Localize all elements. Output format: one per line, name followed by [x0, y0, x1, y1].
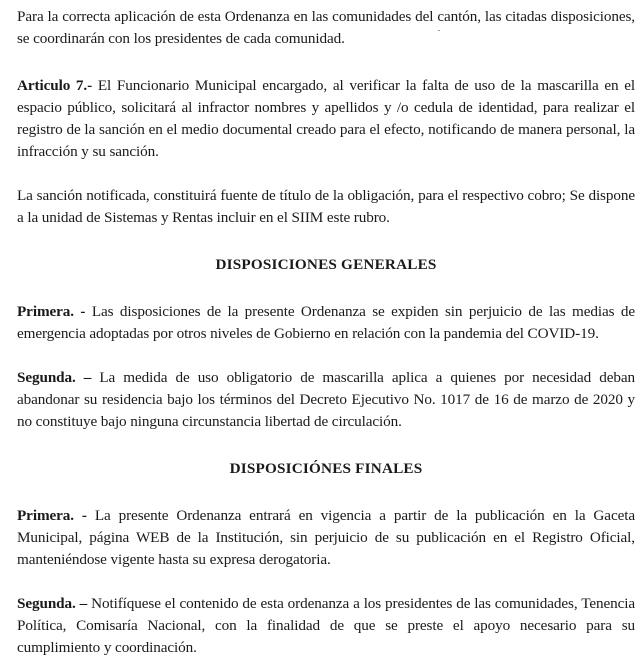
finales-primera-lead: Primera. -: [17, 507, 87, 524]
generales-segunda-text: La medida de uso obligatorio de mascarilla aplica a quienes por necesidad deban abandonar su residencia bajo los términos del Decreto Ejecutivo No. 1017 de 16 de marzo de 2020 y no constituye bajo ninguna circunstancia libertad de circulación.: [17, 369, 636, 430]
generales-primera-lead: Primera. -: [17, 303, 86, 320]
sancion-paragraph: La sanción notificada, constituirá fuente de título de la obligación, para el respectivo cobro; Se dispone a la unidad de Sistemas y Rentas incluir en el SIIM este rubro.: [17, 187, 635, 226]
article-7-lead: Articulo 7.-: [17, 77, 93, 94]
heading-disposiciones-finales: DISPOSICIÓNES FINALES: [229, 460, 423, 477]
scan-speck: [438, 30, 440, 31]
finales-segunda-text: Notifíquese el contenido de esta ordenanza a los presidentes de las comunidades, Tenencia Política, Comisaría Nacional, con la finalidad de que se preste el apoyo necesario para su cumplimiento y coordinación.: [17, 595, 635, 656]
generales-segunda-lead: Segunda. –: [17, 369, 92, 386]
finales-segunda-paragraph: [17, 593, 635, 659]
generales-primera-paragraph: [17, 301, 635, 345]
finales-primera-text: La presente Ordenanza entrará en vigencia a partir de la publicación en la Gaceta Municipal, página WEB de la Institución, sin perjuicio de su publicación en el Registro Oficial, manteniéndose vigente hasta su expresa derogatoria.: [17, 507, 635, 568]
generales-primera-text: Las disposiciones de la presente Ordenanza se expiden sin perjuicio de las medias de emergencia adoptadas por otros niveles de Gobierno en relación con la pandemia del COVID-19.: [17, 303, 635, 342]
article-7-paragraph: [17, 75, 635, 163]
intro-paragraph: Para la correcta aplicación de esta Ordenanza en las comunidades del cantón, las citadas disposiciones, se coordinarán con los presidentes de cada comunidad.: [17, 8, 635, 47]
generales-segunda-paragraph: [17, 367, 635, 433]
finales-primera-paragraph: [17, 505, 635, 571]
document-page: [17, 6, 635, 659]
article-7-text: El Funcionario Municipal encargado, al verificar la falta de uso de la mascarilla en el espacio público, solicitará al infractor nombres y apellidos y /o cedula de identidad, para realizar el registro de la sanción en el medio documental creado para el efecto, notificando de manera personal, la infracción y su sanción.: [17, 77, 635, 160]
heading-disposiciones-generales: DISPOSICIONES GENERALES: [215, 256, 437, 273]
finales-segunda-lead: Segunda. –: [17, 595, 88, 612]
